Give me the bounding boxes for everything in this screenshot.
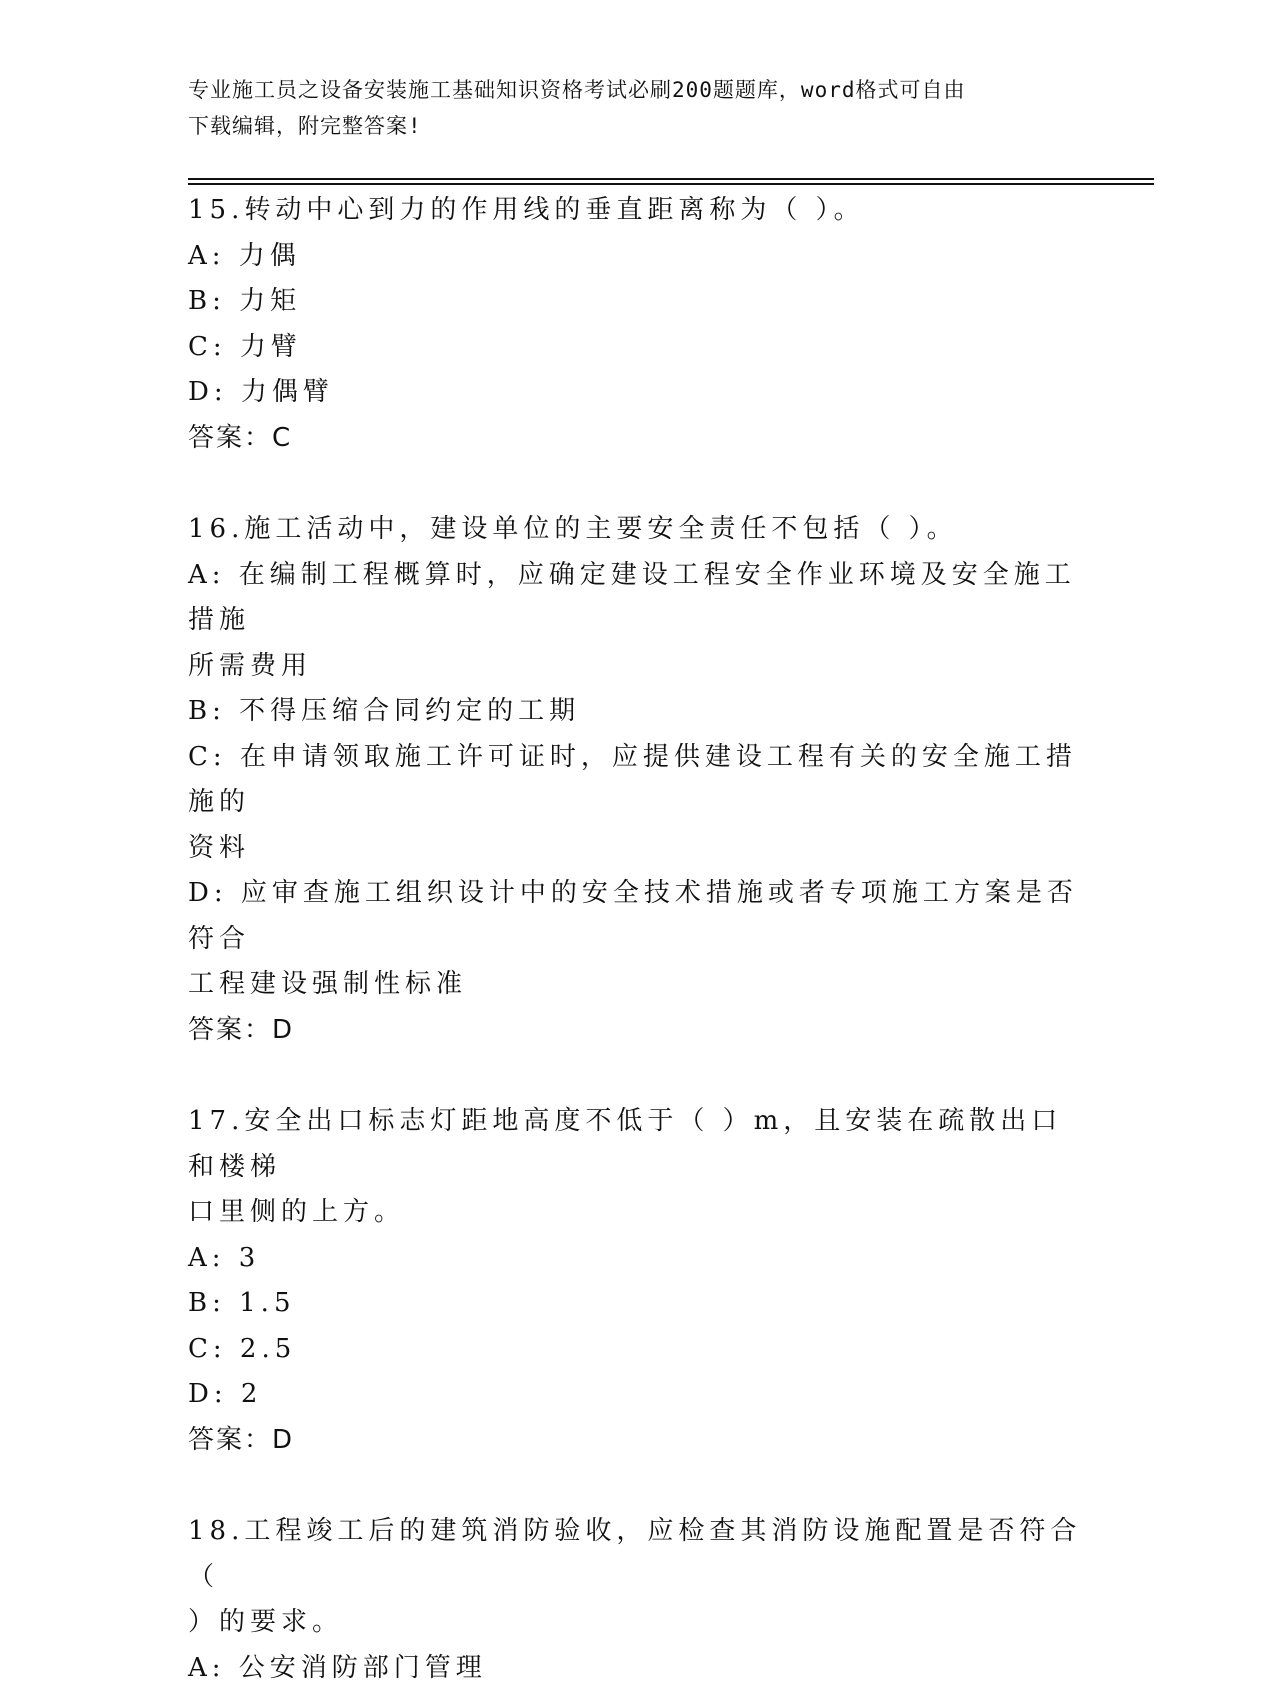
option-a: A: 在编制工程概算时，应确定建设工程安全作业环境及安全施工措施 (188, 553, 1088, 644)
question-16 (188, 507, 1088, 1053)
question-stem: 15.转动中心到力的作用线的垂直距离称为（ ）。 (188, 188, 1088, 234)
option-b: B: 不得压缩合同约定的工期 (188, 689, 1088, 735)
header-divider-bottom (188, 183, 1154, 185)
question-stem-continued: ）的要求。 (188, 1600, 1088, 1646)
question-stem: 18.工程竣工后的建筑消防验收，应检查其消防设施配置是否符合（ (188, 1509, 1088, 1600)
question-list (188, 188, 1088, 1691)
option-d-continued: 工程建设强制性标准 (188, 962, 1088, 1008)
spacer (188, 1053, 1088, 1099)
question-17 (188, 1099, 1088, 1463)
option-d: D: 2 (188, 1372, 1088, 1418)
option-b: B: 1.5 (188, 1281, 1088, 1327)
question-stem-continued: 口里侧的上方。 (188, 1190, 1088, 1236)
spacer (188, 1463, 1088, 1509)
option-b: B: 力矩 (188, 279, 1088, 325)
option-c: C: 在申请领取施工许可证时，应提供建设工程有关的安全施工措施的 (188, 735, 1088, 826)
header-line-1: 专业施工员之设备安装施工基础知识资格考试必刷200题题库，word格式可自由 (188, 72, 1068, 108)
answer-label: 答案：D (188, 1418, 1088, 1464)
option-c: C: 力臂 (188, 325, 1088, 371)
option-d: D: 力偶臂 (188, 370, 1088, 416)
header-line-2: 下载编辑，附完整答案! (188, 108, 1068, 144)
question-stem: 16.施工活动中，建设单位的主要安全责任不包括（ ）。 (188, 507, 1088, 553)
option-c-continued: 资料 (188, 826, 1088, 872)
option-a: A: 3 (188, 1236, 1088, 1282)
question-18 (188, 1509, 1088, 1691)
answer-label: 答案：D (188, 1008, 1088, 1054)
answer-label: 答案：C (188, 416, 1088, 462)
option-a: A: 力偶 (188, 234, 1088, 280)
document-header (188, 72, 1068, 144)
question-stem: 17.安全出口标志灯距地高度不低于（ ）m，且安装在疏散出口和楼梯 (188, 1099, 1088, 1190)
spacer (188, 461, 1088, 507)
option-a-continued: 所需费用 (188, 644, 1088, 690)
question-15 (188, 188, 1088, 461)
header-divider-top (188, 178, 1154, 180)
option-a: A: 公安消防部门管理 (188, 1646, 1088, 1691)
option-d: D: 应审查施工组织设计中的安全技术措施或者专项施工方案是否符合 (188, 871, 1088, 962)
option-c: C: 2.5 (188, 1327, 1088, 1373)
